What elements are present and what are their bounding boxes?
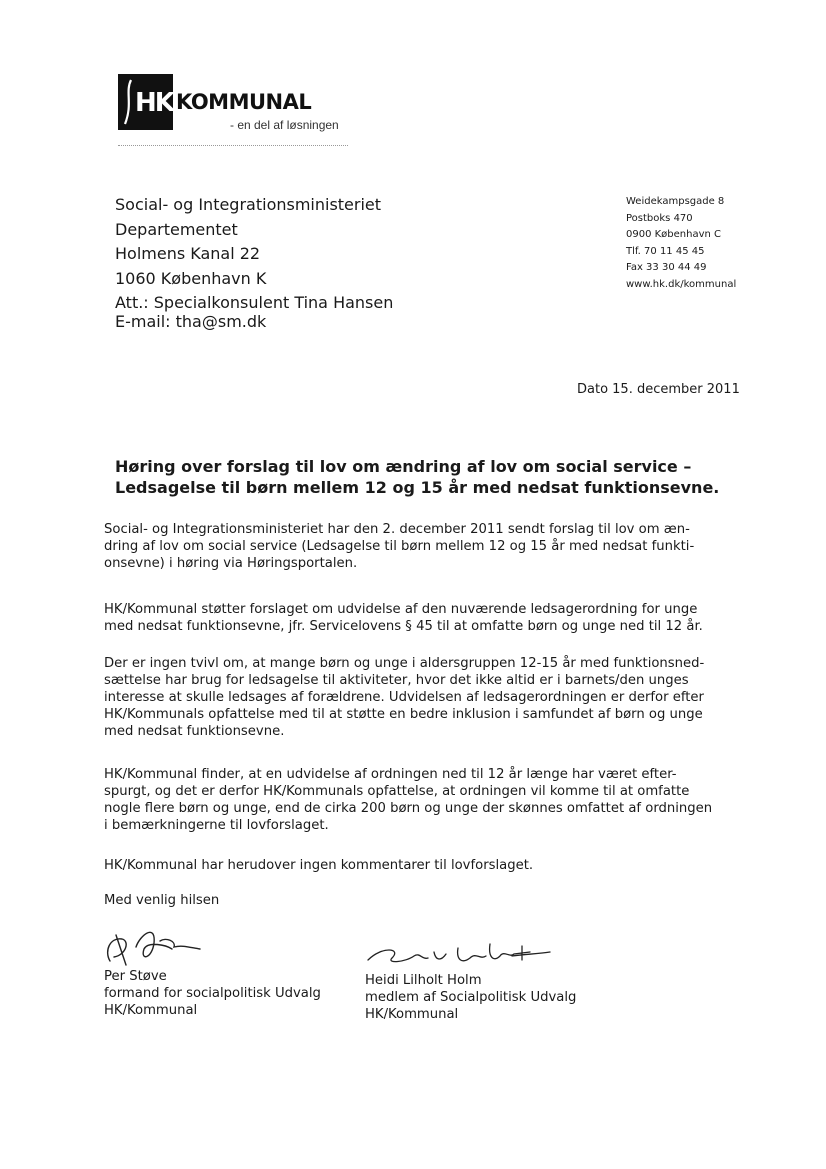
heading-line: Ledsagelse til børn mellem 12 og 15 år med nedsat funktionsevne. bbox=[115, 478, 720, 497]
letter-heading bbox=[115, 456, 755, 498]
text-line: dring af lov om social service (Ledsagelse til børn mellem 12 og 15 år med nedsat funkti- bbox=[104, 539, 695, 554]
recipient-line: Att.: Specialkonsulent Tina Hansen bbox=[115, 293, 394, 312]
text-line: Social- og Integrationsministeriet har den 2. december 2011 sendt forslag til lov om æn- bbox=[104, 522, 690, 537]
sender-website: www.hk.dk/kommunal bbox=[626, 278, 737, 290]
signer-name: Per Støve bbox=[104, 969, 167, 984]
text-line: i bemærkningerne til lovforslaget. bbox=[104, 818, 329, 833]
signer-title: formand for socialpolitisk Udvalg bbox=[104, 986, 321, 1001]
text-line: Der er ingen tvivl om, at mange børn og unge i aldersgruppen 12-15 år med funktionsned- bbox=[104, 656, 705, 671]
text-line: med nedsat funktionsevne. bbox=[104, 724, 285, 739]
signature-left-block bbox=[104, 968, 321, 1019]
sender-address bbox=[626, 194, 736, 293]
recipient-email: E-mail: tha@sm.dk bbox=[115, 311, 267, 331]
sender-fax: Fax 33 30 44 49 bbox=[626, 262, 707, 273]
logo-stroke-icon bbox=[121, 78, 135, 126]
recipient-line: Holmens Kanal 22 bbox=[115, 244, 261, 263]
sender-line: 0900 København C bbox=[626, 229, 722, 240]
text-line: med nedsat funktionsevne, jfr. Servicelovens § 45 til at omfatte børn og unge ned til 12 år. bbox=[104, 619, 703, 634]
paragraph-4 bbox=[104, 766, 754, 834]
logo-divider bbox=[118, 145, 348, 146]
logo-mark-text: HK bbox=[135, 88, 173, 118]
text-line: HK/Kommunal støtter forslaget om udvidelse af den nuværende ledsagerordning for unge bbox=[104, 602, 698, 617]
paragraph-2 bbox=[104, 601, 754, 635]
paragraph-5 bbox=[104, 857, 754, 874]
heading-line: Høring over forslag til lov om ændring af lov om social service – bbox=[115, 457, 692, 476]
signer-org: HK/Kommunal bbox=[104, 1003, 198, 1018]
recipient-line: Departementet bbox=[115, 219, 238, 239]
text-line: sættelse har brug for ledsagelse til aktiviteter, hvor det ikke altid er i barnets/den unges bbox=[104, 673, 689, 688]
signature-right-image bbox=[362, 938, 552, 974]
text-line: HK/Kommunal finder, at en udvidelse af ordningen ned til 12 år længe har været efter- bbox=[104, 767, 677, 782]
signer-name: Heidi Lilholt Holm bbox=[365, 973, 482, 988]
text-line: onsevne) i høring via Høringsportalen. bbox=[104, 556, 358, 571]
letter-date: Dato 15. december 2011 bbox=[577, 382, 740, 397]
recipient-address bbox=[115, 193, 393, 334]
sender-line: Weidekampsgade 8 bbox=[626, 196, 725, 207]
closing-text: Med venlig hilsen bbox=[104, 893, 220, 908]
signer-title: medlem af Socialpolitisk Udvalg bbox=[365, 990, 577, 1005]
closing bbox=[104, 892, 754, 909]
paragraph-1 bbox=[104, 521, 754, 572]
paragraph-3 bbox=[104, 655, 754, 740]
text-line: HK/Kommunals opfattelse med til at støtte en bedre inklusion i samfundet af børn og unge bbox=[104, 707, 703, 722]
sender-phone: Tlf. 70 11 45 45 bbox=[626, 245, 705, 257]
logo-name: KOMMUNAL bbox=[176, 90, 312, 114]
recipient-line: Social- og Integrationsministeriet bbox=[115, 195, 382, 214]
text-line: HK/Kommunal har herudover ingen kommentarer til lovforslaget. bbox=[104, 858, 534, 873]
text-line: spurgt, og det er derfor HK/Kommunals opfattelse, at ordningen vil komme til at omfatte bbox=[104, 784, 690, 799]
signer-org: HK/Kommunal bbox=[365, 1007, 459, 1022]
logo-tagline: - en del af løsningen bbox=[230, 118, 339, 132]
signature-right-block bbox=[365, 972, 576, 1023]
hk-kommunal-logo bbox=[118, 74, 358, 154]
text-line: nogle flere børn og unge, end de cirka 200 børn og unge der skønnes omfattet af ordningen bbox=[104, 801, 713, 816]
sender-line: Postboks 470 bbox=[626, 212, 693, 224]
text-line: interesse at skulle ledsages af forældrene. Udvidelsen af ledsagerordningen er derfor efter bbox=[104, 690, 704, 705]
recipient-line: 1060 København K bbox=[115, 268, 267, 288]
signature-left-image bbox=[96, 915, 216, 970]
